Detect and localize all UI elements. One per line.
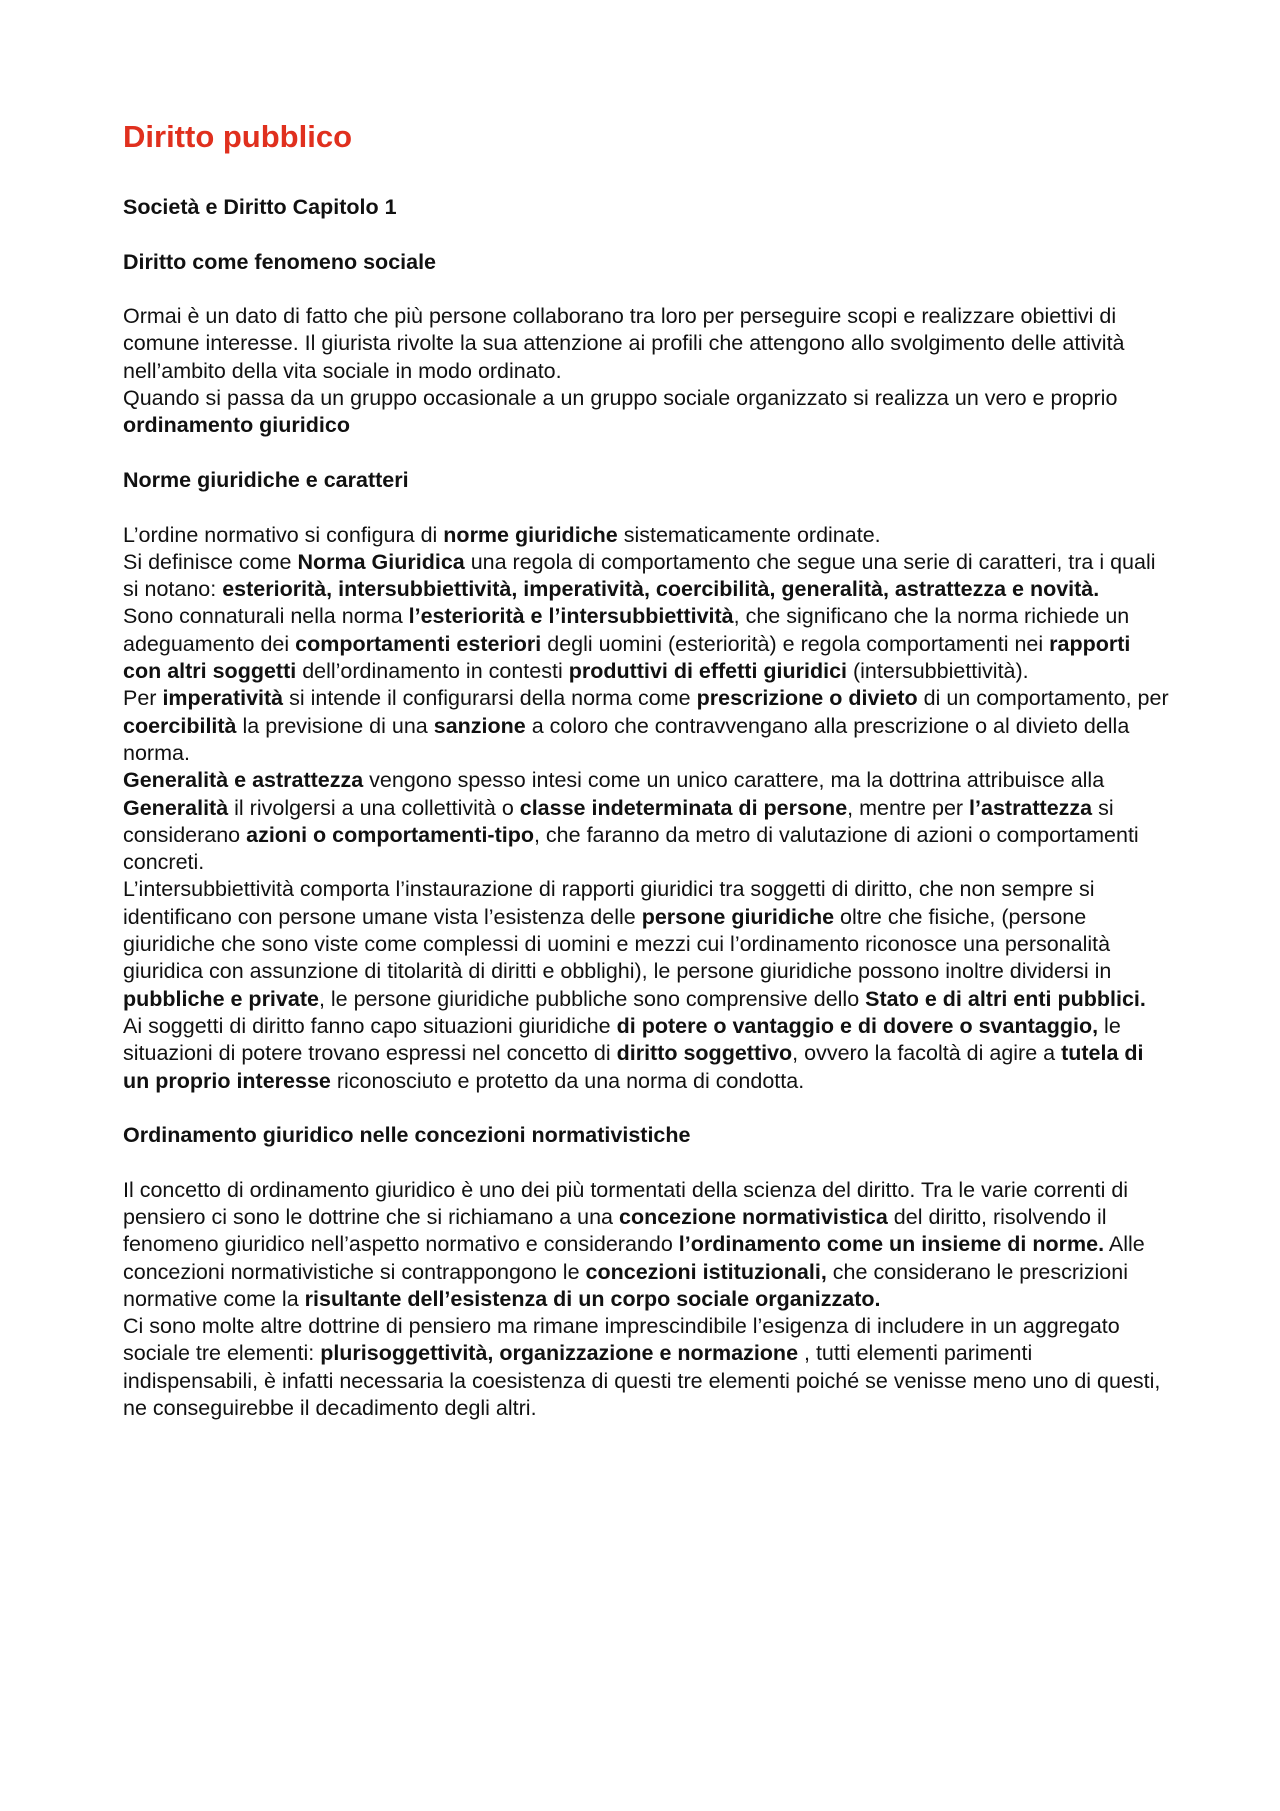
text: Per (123, 686, 163, 711)
text: il rivolgersi a una collettività o (228, 795, 520, 820)
bold-text: produttivi di effetti giuridici (568, 659, 848, 684)
bold-text: ordinamento giuridico (123, 413, 350, 438)
bold-text: esteriorità, intersubbiettività, imperatività, coercibilità, generalità, astrattezza e novità. (222, 577, 1100, 602)
paragraph (123, 303, 1173, 385)
bold-text: l’ordinamento come un insieme di norme. (678, 1232, 1105, 1257)
text: (intersubbiettività). (847, 659, 1029, 684)
section-heading: Norme giuridiche e caratteri (123, 467, 409, 492)
paragraph (123, 1013, 1173, 1095)
bold-text: di potere o vantaggio e di dovere o svantaggio, (616, 1013, 1099, 1038)
chapter-subtitle: Società e Diritto Capitolo 1 (123, 195, 397, 219)
bold-text: sanzione (433, 713, 526, 738)
text: Ormai è un dato di fatto che più persone collaborano tra loro per perseguire scopi e realizzare obiettivi di comune interesse. Il giurista rivolte la sua attenzione ai profili che attengono allo svolgimento delle attività nell’ambito della vita sociale in modo ordinato. (123, 304, 1125, 383)
text: oltre che fisiche, (persone giuridiche che sono viste come complessi di uomini e mezzi cui l’ordinamento riconosce una personalità giuridica con assunzione di titolarità di diritti e obblighi), le persone giuridiche possono inoltre dividersi in (123, 904, 1112, 984)
paragraph (123, 685, 1173, 767)
bold-text: coercibilità (123, 713, 237, 738)
text: , tutti elementi parimenti indispensabili, è infatti necessaria la coesistenza di questi tre elementi poiché se venisse meno uno di questi, ne conseguirebbe il decadimento degli altri. (123, 1341, 1161, 1421)
text: si intende il configurarsi della norma come (283, 686, 697, 711)
text: si considerano (123, 795, 1114, 847)
text: , le persone giuridiche pubbliche sono comprensive dello (318, 986, 866, 1011)
text: Quando si passa da un gruppo occasionale a un gruppo sociale organizzato si realizza un vero e proprio (123, 386, 1118, 411)
text: degli uomini (esteriorità) e regola comportamenti nei (541, 631, 1050, 656)
text: Ci sono molte altre dottrine di pensiero ma rimane imprescindibile l’esigenza di includere in un aggregato sociale tre elementi: (123, 1314, 1120, 1366)
bold-text: concezione normativistica (618, 1204, 888, 1229)
section-heading: Ordinamento giuridico nelle concezioni normativistiche (123, 1123, 691, 1148)
bold-text: prescrizione o divieto (696, 686, 918, 711)
section (123, 249, 1173, 467)
bold-text: rapporti con altri soggetti (123, 631, 1131, 684)
text: vengono spesso intesi come un unico carattere, ma la dottrina attribuisce alla (363, 768, 1105, 793)
bold-text: concezioni istituzionali, (585, 1259, 827, 1284)
text: la previsione di una (236, 713, 434, 738)
bold-text: norme giuridiche (443, 522, 618, 547)
paragraph (123, 767, 1173, 876)
bold-text: azioni o comportamenti-tipo (246, 822, 534, 847)
text: sistematicamente ordinate. (617, 522, 881, 547)
text: Ai soggetti di diritto fanno capo situazioni giuridiche (123, 1013, 617, 1038)
paragraph (123, 549, 1173, 604)
paragraph (123, 603, 1173, 685)
bold-text: Generalità (123, 795, 229, 820)
bold-text: tutela di un proprio interesse (123, 1041, 1144, 1093)
sections-container (123, 249, 1173, 1423)
text: riconosciuto e protetto da una norma di condotta. (330, 1068, 805, 1093)
text: , che significano che la norma richiede un adeguamento dei (123, 604, 1130, 656)
paragraph (123, 876, 1173, 1012)
paragraph (123, 385, 1173, 440)
text: del diritto, risolvendo il fenomeno giuridico nell’aspetto normativo e considerando (123, 1204, 1107, 1257)
text: una regola di comportamento che segue una serie di caratteri, tra i quali si notano: (123, 549, 1156, 602)
bold-text: imperatività (162, 686, 284, 711)
section-heading: Diritto come fenomeno sociale (123, 249, 437, 274)
spacer (123, 221, 1173, 248)
bold-text: plurisoggettività, organizzazione e normazione (320, 1341, 799, 1366)
section (123, 1122, 1173, 1422)
bold-text: comportamenti esteriori (295, 631, 542, 656)
text: , mentre per (847, 795, 970, 820)
bold-text: risultante dell’esistenza di un corpo sociale organizzato. (304, 1286, 881, 1311)
text: L’ordine normativo si configura di (123, 522, 444, 547)
document-title: Diritto pubblico (123, 119, 353, 154)
text: dell’ordinamento in contesti (296, 659, 569, 684)
text: , ovvero la facoltà di agire a (792, 1041, 1062, 1066)
bold-text: classe indeterminata di persone (519, 795, 848, 820)
text: che considerano le prescrizioni normative come la (123, 1259, 1128, 1311)
text: Sono connaturali nella norma (123, 604, 409, 629)
paragraph (123, 1177, 1173, 1313)
bold-text: Stato e di altri enti pubblici. (865, 986, 1146, 1011)
bold-text: persone giuridiche (641, 904, 835, 929)
text: le situazioni di potere trovano espressi nel concetto di (123, 1013, 1121, 1066)
bold-text: l’astrattezza (969, 795, 1093, 820)
text: L’intersubbiettività comporta l’instaurazione di rapporti giuridici tra soggetti di diritto, che non sempre si identificano con persone umane vista l’esistenza delle (123, 877, 1095, 929)
paragraph (123, 1313, 1173, 1422)
text: Alle concezioni normativistiche si contrappongono le (123, 1232, 1145, 1284)
text: Il concetto di ordinamento giuridico è uno dei più tormentati della scienza del diritto. Tra le varie correnti di pensiero ci sono le dottrine che si richiamano a una (123, 1177, 1129, 1229)
bold-text: Norma Giuridica (297, 549, 465, 574)
paragraph (123, 522, 1173, 549)
text: di un comportamento, per (917, 686, 1169, 711)
bold-text: Generalità e astrattezza (123, 768, 364, 793)
text: Si definisce come (123, 549, 298, 574)
bold-text: pubbliche e private (123, 986, 319, 1011)
bold-text: l’esteriorità e l’intersubbiettività (408, 604, 734, 629)
bold-text: diritto soggettivo (616, 1041, 793, 1066)
text: , che faranno da metro di valutazione di azioni o comportamenti concreti. (123, 822, 1139, 875)
text: a coloro che contravvengano alla prescrizione o al divieto della norma. (123, 713, 1130, 765)
section (123, 467, 1173, 1122)
document-page (123, 118, 1173, 1422)
